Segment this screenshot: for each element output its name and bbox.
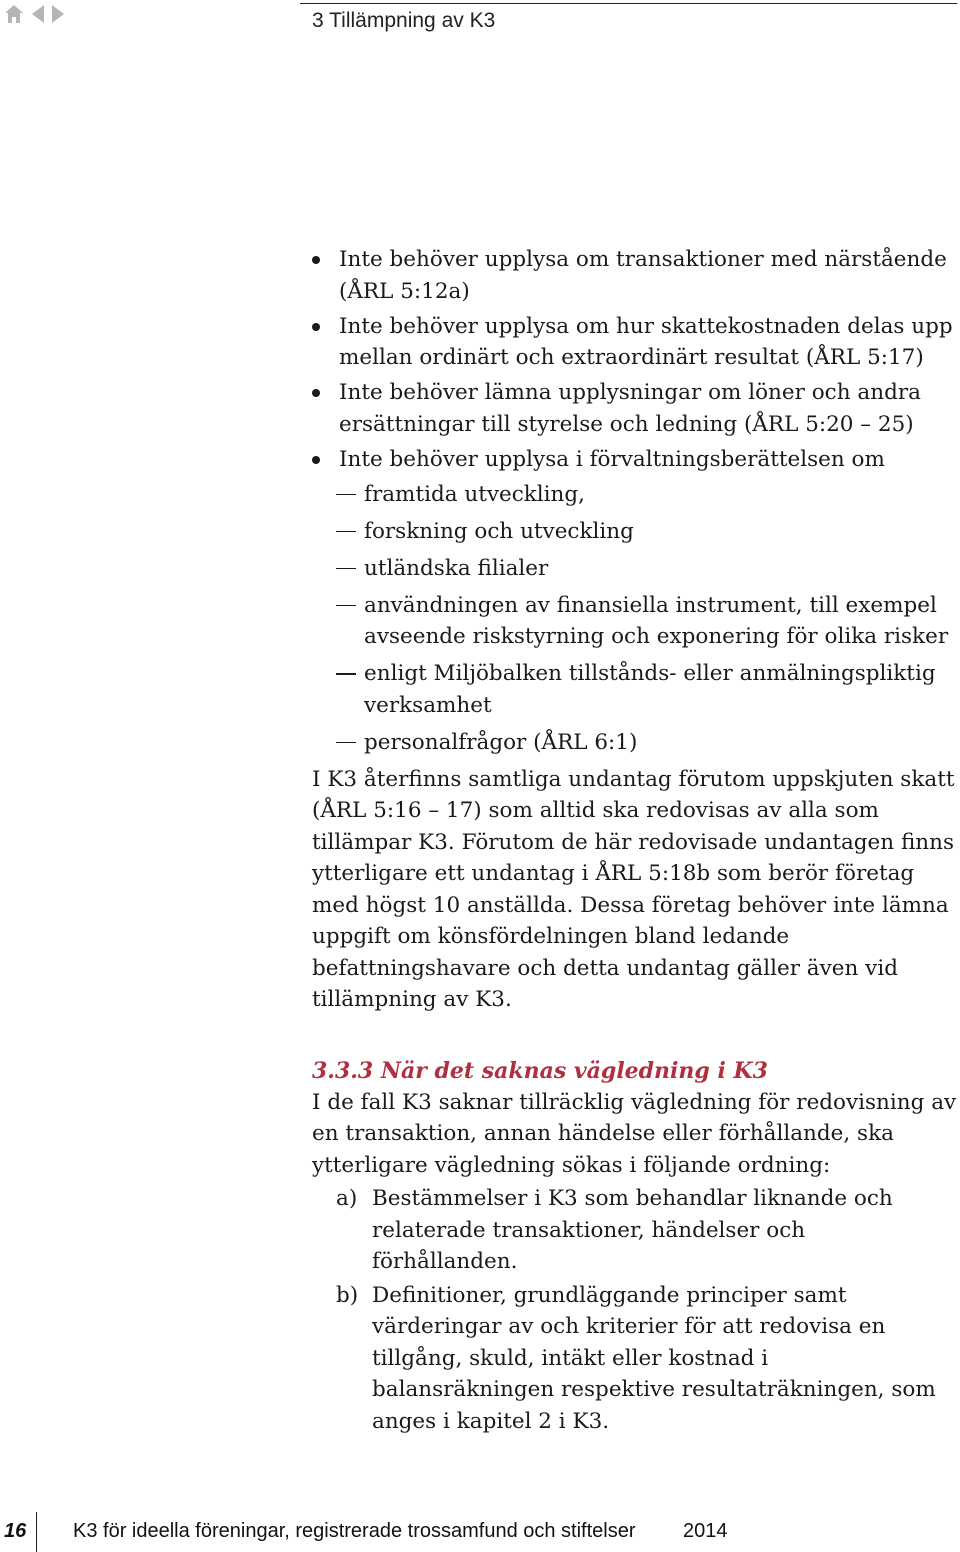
bullet-icon (312, 256, 320, 264)
list-item: Inte behöver upplysa om transaktioner med närstående (ÅRL 5:12a) (312, 244, 957, 307)
list-item: användningen av finansiella instrument, till exempel avseende riskstyrning och exponering för olika risker (312, 590, 957, 653)
header-rule (300, 3, 957, 4)
dash-icon (336, 568, 356, 570)
ordered-item-a (312, 1183, 957, 1278)
list-item: personalfrågor (ÅRL 6:1) (312, 727, 957, 759)
dash-icon (336, 531, 356, 533)
item-text: Bestämmelser i K3 som behandlar liknande och relaterade transaktioner, händelser och förhållanden. (372, 1186, 893, 1274)
bullet-icon (312, 323, 320, 331)
dash-icon (336, 494, 356, 496)
body-paragraph: I K3 återfinns samtliga undantag förutom uppskjuten skatt (ÅRL 5:16 – 17) som alltid ska redovisas av alla som tillämpar K3. Förutom de här redovisade undantagen finns ytterligare ett undantag i ÅRL 5:18b som berör företag med högst 10 anställda. Dessa företag behöver inte lämna uppgift om könsfördelningen bland ledande befattningshavare och detta undantag gäller även vid tillämpning av K3. (312, 766, 955, 1012)
list-item: framtida utveckling, (312, 479, 957, 511)
dash-list (312, 479, 957, 759)
page-navigation (4, 4, 64, 24)
list-item: Inte behöver lämna upplysningar om löner och andra ersättningar till styrelse och ledning (ÅRL 5:20 – 25) (312, 377, 957, 440)
section-heading: 3.3.3 När det saknas vägledning i K3 (312, 1057, 768, 1084)
main-content (312, 244, 957, 1439)
list-item: enligt Miljöbalken tillstånds- eller anmälningspliktig verksamhet (312, 658, 957, 721)
list-item: Inte behöver upplysa i förvaltningsberättelsen om (312, 444, 957, 476)
bullet-icon (312, 389, 320, 397)
dash-icon (336, 605, 356, 607)
ordered-item-b (312, 1280, 957, 1438)
dash-icon (336, 742, 356, 744)
arrow-right-icon[interactable] (52, 5, 64, 23)
home-icon[interactable] (4, 4, 24, 24)
chapter-title: 3 Tillämpning av K3 (312, 9, 496, 32)
page-number: 16 (4, 1520, 27, 1542)
arrow-left-icon[interactable] (32, 5, 44, 23)
list-item: Inte behöver upplysa om hur skattekostnaden delas upp mellan ordinärt och extraordinärt resultat (ÅRL 5:17) (312, 311, 957, 374)
bullet-list (312, 244, 957, 475)
list-item: utländska filialer (312, 553, 957, 585)
item-label: a) (336, 1186, 358, 1211)
item-text: Definitioner, grundläggande principer samt värderingar av och kriterier för att redovisa en tillgång, skuld, intäkt eller kostnad i balansräkningen respektive resultaträkningen, som anges i kapitel 2 i K3. (372, 1282, 936, 1434)
publication-year: 2014 (683, 1520, 728, 1542)
publication-title: K3 för ideella föreningar, registrerade trossamfund och stiftelser (73, 1520, 636, 1542)
bullet-icon (312, 456, 320, 464)
item-label: b) (336, 1282, 359, 1308)
footer-divider (36, 1512, 37, 1552)
dash-icon (336, 673, 356, 675)
list-item: forskning och utveckling (312, 516, 957, 548)
section-intro: I de fall K3 saknar tillräcklig vägledning för redovisning av en transaktion, annan händelse eller förhållande, ska ytterligare vägledning sökas i följande ordning: (312, 1089, 957, 1178)
